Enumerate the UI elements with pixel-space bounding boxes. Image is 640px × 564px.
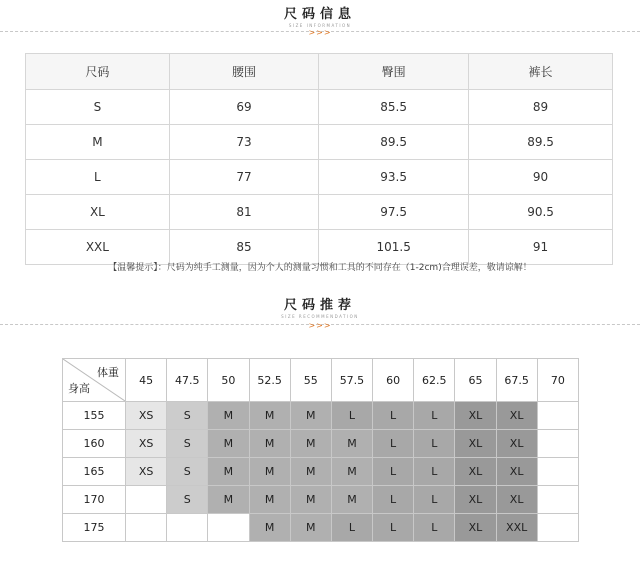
size-cell: M <box>208 402 249 430</box>
table-cell: S <box>26 90 170 125</box>
table-row <box>26 195 613 230</box>
size-cell: L <box>414 430 455 458</box>
table-row <box>26 230 613 265</box>
column-header: 腰围 <box>169 54 318 90</box>
size-recommend-header <box>0 298 640 320</box>
size-cell: M <box>331 486 372 514</box>
size-cell: M <box>249 514 290 542</box>
weight-header: 45 <box>126 359 167 402</box>
size-cell <box>537 402 578 430</box>
weight-header: 52.5 <box>249 359 290 402</box>
size-cell: XXL <box>496 514 537 542</box>
warm-tip: 【温馨提示】：尺码为纯手工测量，因为个人的测量习惯和工具的不同存在（1-2cm)合理误差，敬请谅解！ <box>108 263 532 273</box>
weight-header: 50 <box>208 359 249 402</box>
weight-label: 体重 <box>97 366 119 379</box>
size-cell: L <box>373 402 414 430</box>
table-row <box>26 90 613 125</box>
table-row <box>26 160 613 195</box>
size-cell: XL <box>455 486 496 514</box>
size-cell: M <box>208 486 249 514</box>
recommend-body <box>63 402 579 542</box>
table-cell: 73 <box>169 125 318 160</box>
column-header: 尺码 <box>26 54 170 90</box>
size-cell <box>537 514 578 542</box>
size-table-body <box>26 90 613 265</box>
size-cell <box>537 430 578 458</box>
table-row <box>63 430 579 458</box>
size-cell <box>126 514 167 542</box>
weight-header: 67.5 <box>496 359 537 402</box>
table-cell: L <box>26 160 170 195</box>
size-recommend-subtitle: SIZE RECOMMENDATION <box>281 314 359 319</box>
size-cell: L <box>373 458 414 486</box>
table-row <box>26 125 613 160</box>
size-cell: M <box>290 458 331 486</box>
size-cell: XL <box>496 486 537 514</box>
table-cell: 69 <box>169 90 318 125</box>
size-recommend-title: 尺码推荐 <box>283 298 356 313</box>
height-label: 身高 <box>68 382 90 395</box>
size-cell: XL <box>496 430 537 458</box>
height-cell: 165 <box>63 458 126 486</box>
size-cell: M <box>290 514 331 542</box>
size-cell: XS <box>126 430 167 458</box>
size-cell: M <box>290 486 331 514</box>
table-row <box>63 458 579 486</box>
table-cell: 97.5 <box>319 195 469 230</box>
size-recommend-table <box>62 358 579 542</box>
size-cell: S <box>167 486 208 514</box>
arrows-decoration: >>> <box>308 28 332 37</box>
size-cell <box>208 514 249 542</box>
size-info-subtitle: SIZE INFORMATION <box>288 23 352 28</box>
size-cell: L <box>331 402 372 430</box>
size-cell: XL <box>455 402 496 430</box>
table-cell: 89.5 <box>469 125 613 160</box>
weight-header: 65 <box>455 359 496 402</box>
recommend-header-row <box>63 359 579 402</box>
size-cell: XL <box>496 402 537 430</box>
table-cell: 93.5 <box>319 160 469 195</box>
weight-header: 60 <box>373 359 414 402</box>
table-cell: 85.5 <box>319 90 469 125</box>
size-cell: L <box>414 402 455 430</box>
table-row <box>63 402 579 430</box>
height-cell: 155 <box>63 402 126 430</box>
size-cell: L <box>373 486 414 514</box>
size-cell: XS <box>126 402 167 430</box>
size-cell <box>167 514 208 542</box>
size-cell: L <box>414 514 455 542</box>
weight-header: 47.5 <box>167 359 208 402</box>
weight-header: 70 <box>537 359 578 402</box>
table-cell: 90.5 <box>469 195 613 230</box>
table-cell: 91 <box>469 230 613 265</box>
size-cell: M <box>249 430 290 458</box>
size-cell <box>126 486 167 514</box>
height-cell: 160 <box>63 430 126 458</box>
table-cell: M <box>26 125 170 160</box>
size-cell: M <box>249 486 290 514</box>
column-header: 裤长 <box>469 54 613 90</box>
table-row <box>63 514 579 542</box>
size-cell: L <box>414 458 455 486</box>
size-cell: L <box>373 430 414 458</box>
size-cell: M <box>249 402 290 430</box>
size-cell: XS <box>126 458 167 486</box>
table-cell: 89 <box>469 90 613 125</box>
size-cell: M <box>290 430 331 458</box>
table-cell: 85 <box>169 230 318 265</box>
size-table-header <box>26 54 613 90</box>
column-header: 臀围 <box>319 54 469 90</box>
table-cell: XL <box>26 195 170 230</box>
size-cell: L <box>331 514 372 542</box>
table-cell: 77 <box>169 160 318 195</box>
size-cell: L <box>373 514 414 542</box>
height-cell: 170 <box>63 486 126 514</box>
corner-cell <box>63 359 126 402</box>
table-cell: 90 <box>469 160 613 195</box>
table-row <box>63 486 579 514</box>
size-cell <box>537 458 578 486</box>
size-cell: XL <box>496 458 537 486</box>
table-cell: XXL <box>26 230 170 265</box>
size-cell: S <box>167 402 208 430</box>
table-cell: 101.5 <box>319 230 469 265</box>
height-cell: 175 <box>63 514 126 542</box>
weight-header: 55 <box>290 359 331 402</box>
size-cell: M <box>249 458 290 486</box>
weight-header: 62.5 <box>414 359 455 402</box>
size-cell: XL <box>455 430 496 458</box>
size-cell: M <box>331 458 372 486</box>
size-cell: S <box>167 458 208 486</box>
size-cell: M <box>331 430 372 458</box>
table-cell: 81 <box>169 195 318 230</box>
size-cell: M <box>208 458 249 486</box>
size-cell: L <box>414 486 455 514</box>
size-table <box>25 53 613 265</box>
size-cell: M <box>290 402 331 430</box>
size-cell: XL <box>455 514 496 542</box>
size-info-header <box>0 7 640 29</box>
size-cell: XL <box>455 458 496 486</box>
size-info-title: 尺码信息 <box>283 7 356 22</box>
arrows-decoration: >>> <box>308 321 332 330</box>
size-cell: M <box>208 430 249 458</box>
size-cell: S <box>167 430 208 458</box>
weight-header: 57.5 <box>331 359 372 402</box>
size-cell <box>537 486 578 514</box>
table-cell: 89.5 <box>319 125 469 160</box>
